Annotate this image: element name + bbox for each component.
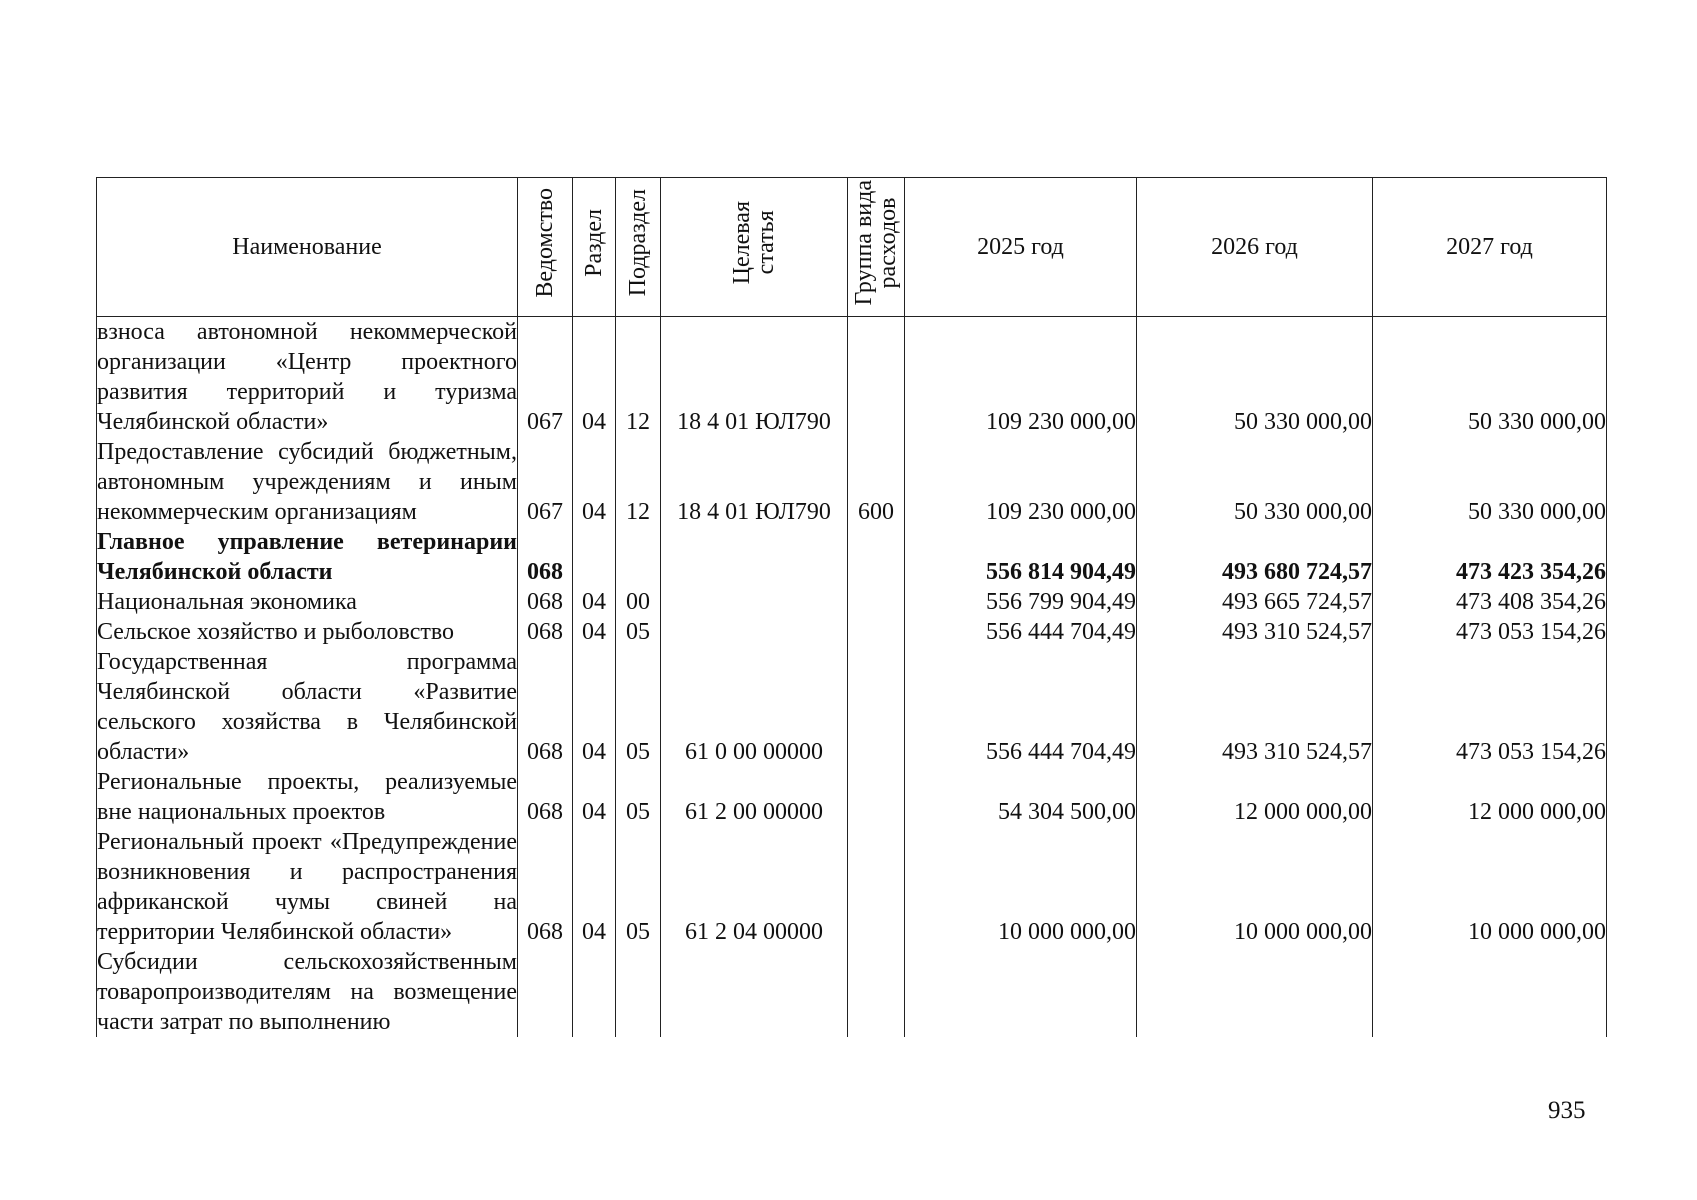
razdel-cell: 04 — [573, 587, 616, 617]
amount-2027-cell: 473 053 154,26 — [1373, 647, 1607, 767]
celevaya-statya-cell — [661, 587, 848, 617]
amount-2027-cell: 50 330 000,00 — [1373, 317, 1607, 438]
row-name: Предоставление субсидий бюджетным, автономным учреждениям и иным некоммерческим организациям — [97, 439, 517, 525]
celevaya-statya-cell — [661, 617, 848, 647]
table-row — [97, 317, 1607, 438]
page-number: 935 — [1548, 1097, 1586, 1124]
celevaya-statya-cell: 61 0 00 00000 — [661, 647, 848, 767]
amount-2026-cell: 493 310 524,57 — [1137, 647, 1373, 767]
podrazdel-cell: 00 — [616, 587, 661, 617]
amount-2026-cell: 10 000 000,00 — [1137, 827, 1373, 947]
amount-2025-cell: 556 444 704,49 — [905, 617, 1137, 647]
amount-2027-cell: 12 000 000,00 — [1373, 767, 1607, 827]
table-row — [97, 767, 1607, 827]
vid-rashodov-cell — [848, 647, 905, 767]
vid-rashodov-cell — [848, 617, 905, 647]
vid-rashodov-cell — [848, 827, 905, 947]
vid-rashodov-cell — [848, 317, 905, 438]
header-podrazdel: Подраздел — [616, 178, 661, 317]
amount-2027-cell: 50 330 000,00 — [1373, 437, 1607, 527]
amount-2026-cell: 493 680 724,57 — [1137, 527, 1373, 587]
row-name: взноса автономной некоммерческой организации «Центр проектного развития территорий и туризма Челябинской области» — [97, 317, 518, 438]
table-row — [97, 947, 1607, 1037]
header-vedomstvo: Ведомство — [518, 178, 573, 317]
razdel-cell: 04 — [573, 647, 616, 767]
podrazdel-cell: 05 — [616, 647, 661, 767]
razdel-cell: 04 — [573, 827, 616, 947]
celevaya-statya-cell — [661, 947, 848, 1037]
vedomstvo-cell: 068 — [518, 647, 573, 767]
table-row — [97, 617, 1607, 647]
amount-2025-cell: 109 230 000,00 — [905, 317, 1137, 438]
podrazdel-cell: 05 — [616, 827, 661, 947]
vedomstvo-cell: 068 — [518, 617, 573, 647]
row-name: Региональные проекты, реализуемые вне национальных проектов — [97, 769, 517, 825]
row-name: Региональный проект «Предупреждение возникновения и распространения африканской чумы свиней на территории Челябинской области» — [97, 829, 517, 945]
vedomstvo-cell: 068 — [518, 527, 573, 587]
vedomstvo-cell: 067 — [518, 317, 573, 438]
header-2025: 2025 год — [905, 178, 1137, 317]
row-name: Национальная экономика — [97, 587, 518, 617]
razdel-cell: 04 — [573, 767, 616, 827]
header-2027: 2027 год — [1373, 178, 1607, 317]
amount-2025-cell: 109 230 000,00 — [905, 437, 1137, 527]
vid-rashodov-cell — [848, 587, 905, 617]
header-razdel: Раздел — [573, 178, 616, 317]
celevaya-statya-cell: 18 4 01 ЮЛ790 — [661, 317, 848, 438]
celevaya-statya-cell: 18 4 01 ЮЛ790 — [661, 437, 848, 527]
vedomstvo-cell — [518, 947, 573, 1037]
razdel-cell: 04 — [573, 617, 616, 647]
vedomstvo-cell: 068 — [518, 587, 573, 617]
table-header-row — [97, 178, 1607, 317]
header-gruppa-vida-rashodov: Группа вида расходов — [848, 178, 905, 317]
table-row — [97, 587, 1607, 617]
amount-2027-cell: 473 053 154,26 — [1373, 617, 1607, 647]
amount-2027-cell: 473 423 354,26 — [1373, 527, 1607, 587]
celevaya-statya-cell: 61 2 04 00000 — [661, 827, 848, 947]
celevaya-statya-cell — [661, 527, 848, 587]
row-name: Субсидии сельскохозяйственным товаропроизводителям на возмещение части затрат по выполнению — [97, 949, 517, 1035]
razdel-cell — [573, 947, 616, 1037]
amount-2025-cell: 556 814 904,49 — [905, 527, 1137, 587]
razdel-cell: 04 — [573, 437, 616, 527]
vid-rashodov-cell — [848, 947, 905, 1037]
amount-2025-cell: 556 444 704,49 — [905, 647, 1137, 767]
row-name: Главное управление ветеринарии Челябинской области — [97, 529, 517, 585]
budget-table — [96, 177, 1607, 1037]
amount-2025-cell: 10 000 000,00 — [905, 827, 1137, 947]
amount-2027-cell: 473 408 354,26 — [1373, 587, 1607, 617]
amount-2026-cell: 50 330 000,00 — [1137, 437, 1373, 527]
amount-2027-cell — [1373, 947, 1607, 1037]
razdel-cell: 04 — [573, 317, 616, 438]
amount-2025-cell: 556 799 904,49 — [905, 587, 1137, 617]
vid-rashodov-cell — [848, 767, 905, 827]
podrazdel-cell — [616, 527, 661, 587]
vedomstvo-cell: 068 — [518, 827, 573, 947]
table-row — [97, 827, 1607, 947]
table-row — [97, 437, 1607, 527]
amount-2025-cell — [905, 947, 1137, 1037]
table-row — [97, 647, 1607, 767]
vedomstvo-cell: 068 — [518, 767, 573, 827]
row-name: Государственная программа Челябинской области «Развитие сельского хозяйства в Челябинской области» — [97, 649, 517, 765]
header-2026: 2026 год — [1137, 178, 1373, 317]
podrazdel-cell: 05 — [616, 767, 661, 827]
vedomstvo-cell: 067 — [518, 437, 573, 527]
amount-2027-cell: 10 000 000,00 — [1373, 827, 1607, 947]
amount-2026-cell — [1137, 947, 1373, 1037]
row-name: Сельское хозяйство и рыболовство — [97, 617, 518, 647]
header-celevaya-statya: Целевая статья — [661, 178, 848, 317]
amount-2025-cell: 54 304 500,00 — [905, 767, 1137, 827]
amount-2026-cell: 493 665 724,57 — [1137, 587, 1373, 617]
podrazdel-cell: 05 — [616, 617, 661, 647]
vid-rashodov-cell: 600 — [848, 437, 905, 527]
amount-2026-cell: 50 330 000,00 — [1137, 317, 1373, 438]
header-name: Наименование — [97, 178, 518, 317]
celevaya-statya-cell: 61 2 00 00000 — [661, 767, 848, 827]
podrazdel-cell: 12 — [616, 437, 661, 527]
razdel-cell — [573, 527, 616, 587]
amount-2026-cell: 493 310 524,57 — [1137, 617, 1373, 647]
amount-2026-cell: 12 000 000,00 — [1137, 767, 1373, 827]
table-row — [97, 527, 1607, 587]
podrazdel-cell — [616, 947, 661, 1037]
podrazdel-cell: 12 — [616, 317, 661, 438]
vid-rashodov-cell — [848, 527, 905, 587]
